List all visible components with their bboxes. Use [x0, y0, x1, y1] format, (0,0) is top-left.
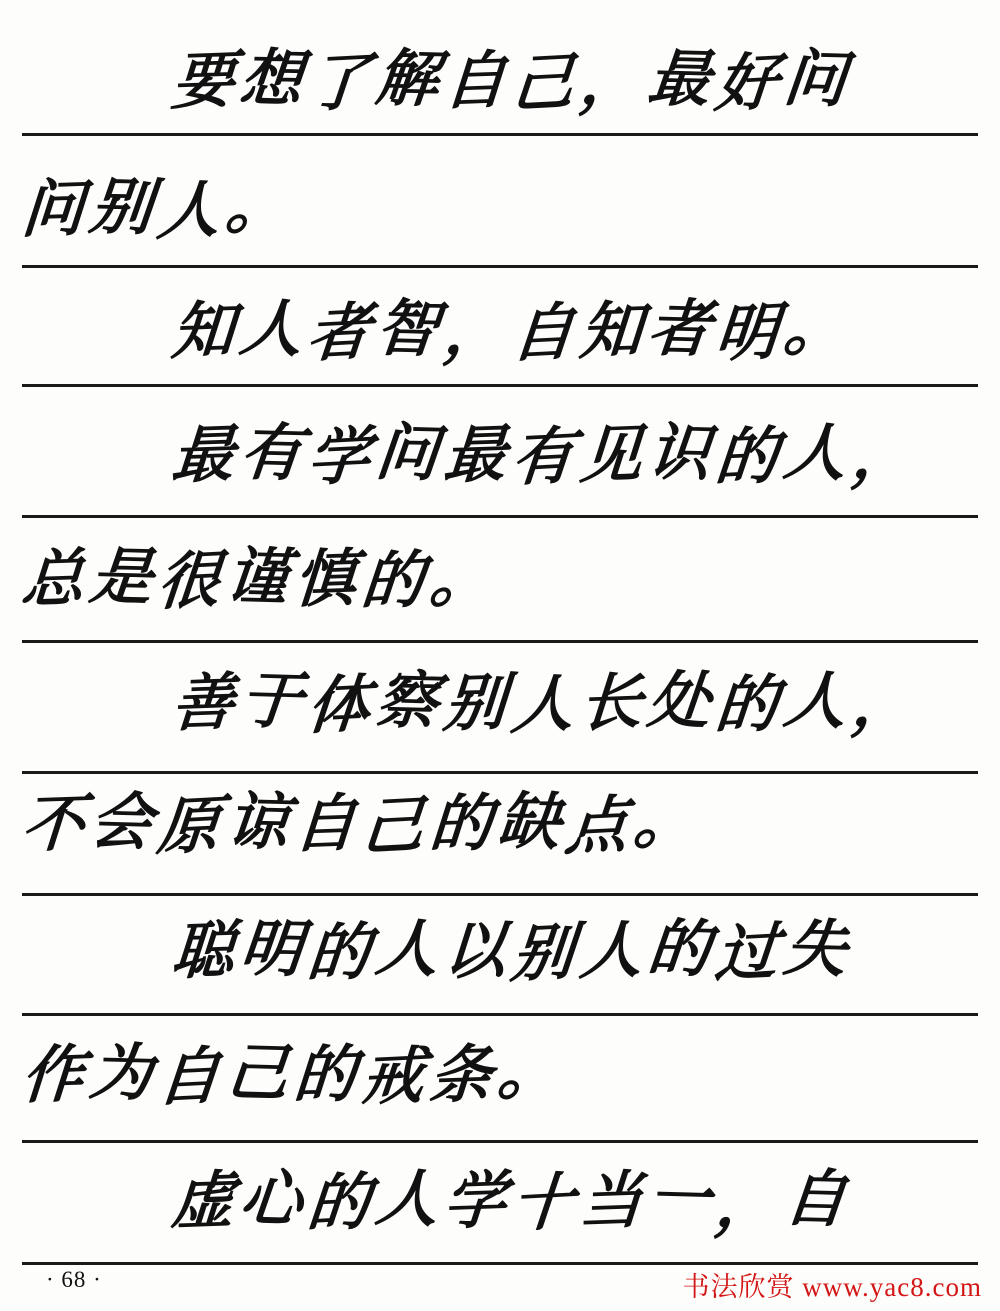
rule-line [22, 771, 978, 774]
watermark-url: www.yac8.com [802, 1272, 982, 1302]
rule-line [22, 515, 978, 518]
handwriting-line: 作 为 自 己 的 戒 条 。 [19, 1035, 570, 1115]
rule-line [22, 640, 978, 643]
watermark [683, 1265, 982, 1304]
handwriting-line: 知 人 者 智 ， 自 知 者 明 。 [169, 291, 856, 371]
handwriting-line: 问 别 人 。 [19, 169, 298, 249]
handwriting-line: 要 想 了 解 自 己 ， 最 好 问 [169, 41, 856, 121]
page-footer [0, 1263, 1000, 1303]
handwriting-line: 善 于 体 察 别 人 长 处 的 人 ， [169, 663, 923, 743]
handwriting-line: 最 有 学 问 最 有 见 识 的 人 ， [169, 415, 923, 495]
handwriting-line: 总 是 很 谨 慎 的 。 [19, 539, 501, 619]
handwriting-line: 聪 明 的 人 以 别 人 的 过 失 [169, 911, 856, 991]
page-number: · 68 · [46, 1267, 102, 1292]
watermark-site-name: 书法欣赏 [682, 1272, 795, 1302]
rule-line [22, 265, 978, 268]
rule-line [22, 384, 978, 387]
rule-line [22, 893, 978, 896]
rule-line [22, 133, 978, 136]
rule-line [22, 1140, 978, 1143]
handwriting-line: 不 会 原 谅 自 己 的 缺 点 。 [19, 784, 706, 864]
handwriting-line: 虚 心 的 人 学 十 当 一 ， 自 [169, 1161, 856, 1241]
rule-line [22, 1013, 978, 1016]
